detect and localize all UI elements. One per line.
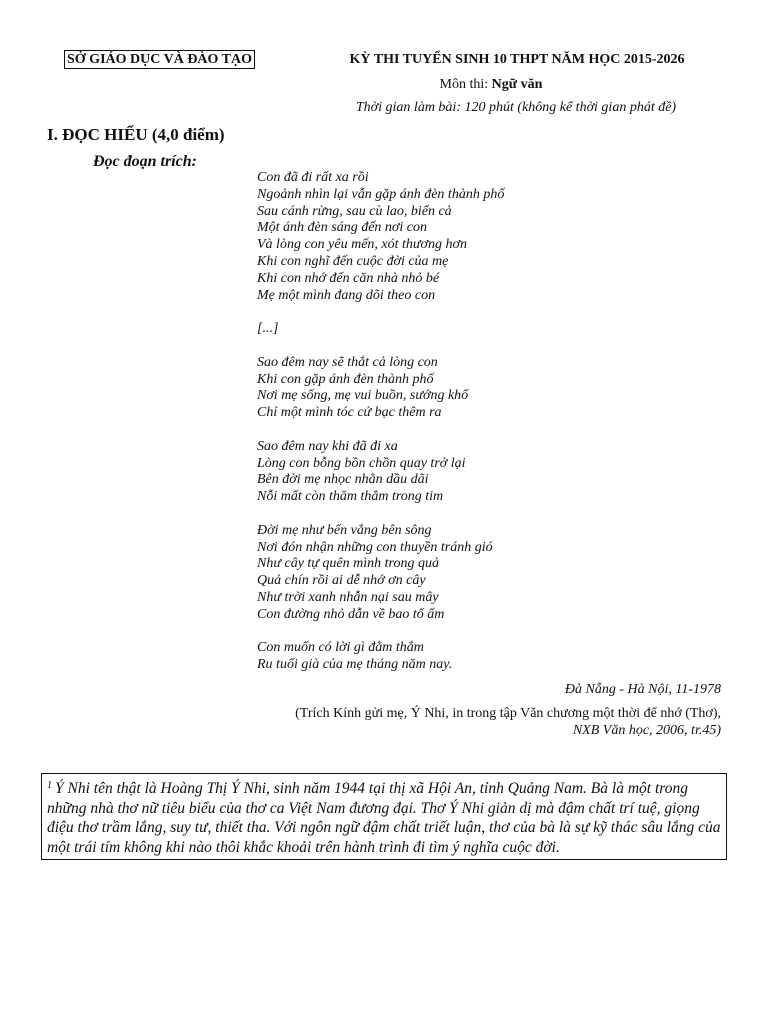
poem-excerpt [257, 170, 504, 674]
poem-line: Ngoảnh nhìn lại vẫn gặp ánh đèn thành phố [257, 186, 505, 202]
poem-line: Nơi mẹ sống, mẹ vui buồn, sướng khổ [257, 388, 469, 404]
poem-line: Khi con nhớ đến căn nhà nhỏ bé [257, 270, 440, 286]
poem-line: Như cây tự quên mình trong quả [257, 556, 439, 572]
poem-citation [295, 705, 721, 739]
poem-line: Con đường nhỏ dẫn về bao tổ ấm [257, 606, 445, 622]
poem-line: Nỗi mất còn thăm thẳm trong tim [257, 489, 444, 505]
time-note: Thời gian làm bài: 120 phút (không kể thời gian phát đề) [355, 100, 677, 115]
footnote-text: Ý Nhi tên thật là Hoàng Thị Ý Nhi, sinh năm 1944 tại thị xã Hội An, tỉnh Quảng Nam. Bà là một trong những nhà thơ nữ tiêu biểu của thơ ca Việt Nam đương đại. Thơ Ý Nhi giản dị mà đậm chất trí tuệ, giọng điệu thơ trầm lắng, suy tư, thiết tha. Với ngôn ngữ đậm chất triết luận, thơ của bà là sự kỹ thác sâu lắng của một trái tím không khi nào thôi khắc khoải trên hành trình đi tìm ý nghĩa cuộc đời. [47, 780, 721, 856]
poem-line: Sao đêm nay khi đã đi xa [257, 438, 398, 454]
poem-line: Bên đời mẹ nhọc nhằn dầu dãi [257, 472, 429, 488]
poem-line: Sau cánh rừng, sau cù lao, biển cả [257, 203, 452, 219]
department-box [64, 50, 255, 69]
subject-label: Môn thi: [439, 77, 489, 92]
department-name: SỞ GIÁO DỤC VÀ ĐÀO TẠO [67, 52, 253, 67]
poem-stanza [257, 355, 504, 422]
poem-line: Và lòng con yêu mến, xót thương hơn [257, 237, 467, 253]
poem-line: Sao đêm nay sẽ thắt cả lòng con [257, 354, 438, 370]
poem-line: Mẹ một mình đang dõi theo con [257, 287, 436, 303]
footnote-marker: 1 [47, 780, 52, 791]
subject-line [300, 76, 682, 94]
poem-line: Khi con nghĩ đến cuộc đời của mẹ [257, 253, 449, 269]
citation-line-source: (Trích Kính gửi mẹ, Ý Nhi, in trong tập Văn chương một thời để nhớ (Thơ), [295, 706, 721, 721]
section-heading: I. ĐỌC HIỂU (4,0 điểm) [47, 125, 225, 144]
poem-line: Con đã đi rất xa rồi [257, 170, 369, 185]
poem-line: Chỉ một mình tóc cứ bạc thêm ra [257, 405, 442, 421]
poem-line: Con muốn có lời gì đằm thắm [257, 640, 424, 656]
poem-omission [257, 321, 504, 338]
poem-line: [...] [257, 321, 279, 337]
poem-line: Nơi đón nhận những con thuyền tránh gió [257, 539, 493, 555]
poem-line: Khi con gặp ánh đèn thành phố [257, 371, 434, 387]
poem-stanza [257, 640, 504, 674]
poem-stanza [257, 439, 504, 506]
poem-place-date: Đà Nẵng - Hà Nội, 11-1978 [564, 682, 721, 697]
excerpt-label: Đọc đoạn trích: [93, 153, 197, 170]
poem-line: Như trời xanh nhẫn nại sau mây [257, 589, 439, 605]
poem-line: Đời mẹ như bến vắng bên sông [257, 522, 432, 538]
poem-line: Một ánh đèn sáng đến nơi con [257, 220, 428, 236]
citation-line-publisher: NXB Văn học, 2006, tr.45) [572, 723, 721, 738]
poem-stanza [257, 170, 504, 304]
poem-line: Ru tuổi già của mẹ tháng năm nay. [257, 657, 453, 673]
subject-name: Ngữ văn [491, 77, 543, 92]
poem-line: Lòng con bỗng bồn chồn quay trở lại [257, 455, 466, 471]
poem-line: Quả chín rồi ai dễ nhớ ơn cây [257, 573, 426, 589]
poem-stanza [257, 523, 504, 624]
exam-title: KỲ THI TUYỂN SINH 10 THPT NĂM HỌC 2015-2026 [349, 52, 685, 67]
author-footnote-box [41, 773, 727, 860]
